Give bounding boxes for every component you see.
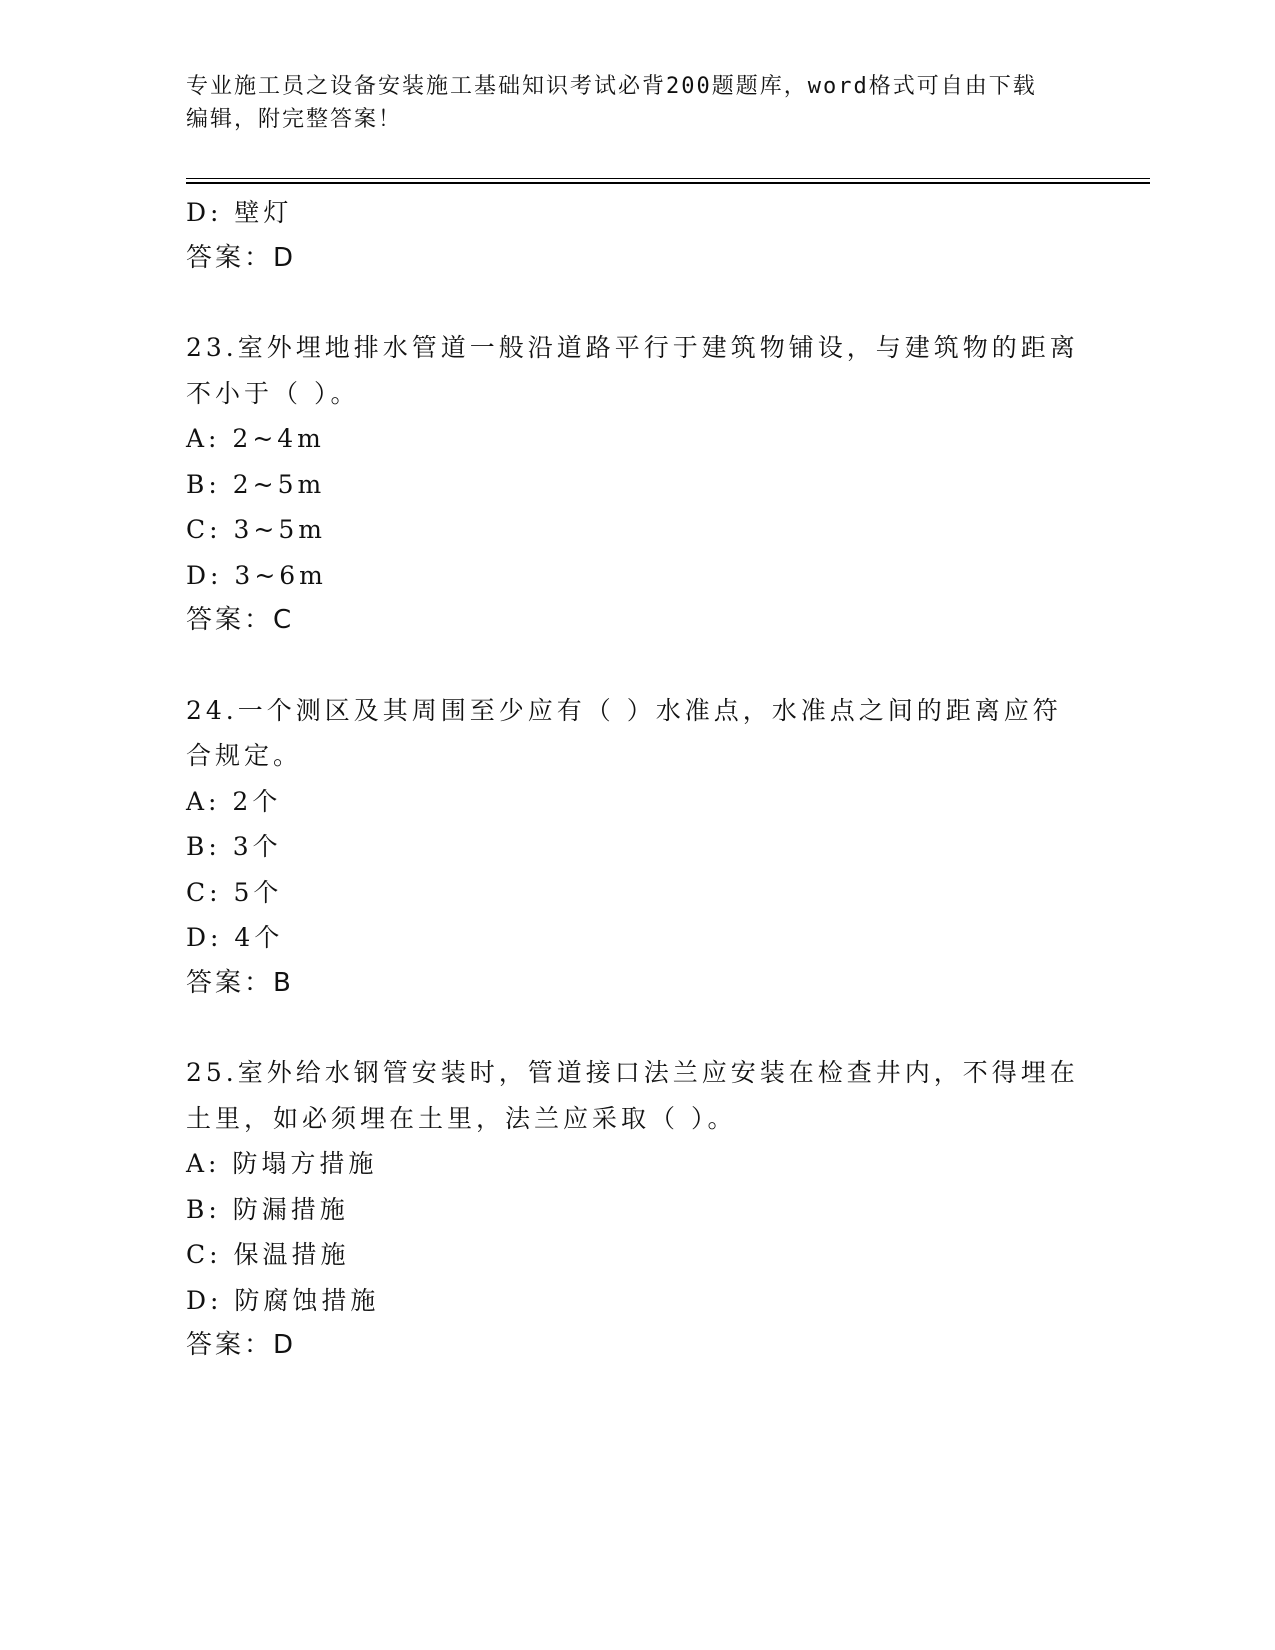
option-a: A: 防塌方措施 xyxy=(186,1149,378,1178)
option-d: D: 3~6m xyxy=(186,560,327,590)
answer: 答案：B xyxy=(186,967,294,998)
question-stem: 24.一个测区及其周围至少应有（ ）水准点，水准点之间的距离应符 xyxy=(186,695,1062,725)
answer: 答案：D xyxy=(186,1330,297,1360)
option-b: B: 3个 xyxy=(186,832,282,861)
option-b: B: 2~5m xyxy=(186,469,326,499)
prev-option-d: D: 壁灯 xyxy=(186,198,293,227)
question-stem-cont: 不小于（ ）。 xyxy=(186,378,360,408)
header-line-2: 编辑，附完整答案！ xyxy=(186,107,403,132)
header-line-1: 专业施工员之设备安装施工基础知识考试必背200题题库，word格式可自由下载 xyxy=(186,74,1037,99)
option-c: C: 3~5m xyxy=(186,515,326,544)
option-a: A: 2个 xyxy=(186,786,282,816)
question-list xyxy=(186,190,1086,1369)
option-c: C: 保温措施 xyxy=(186,1240,350,1269)
question-24 xyxy=(186,688,1086,1007)
question-stem-cont: 合规定。 xyxy=(186,741,303,770)
option-a: A: 2~4m xyxy=(186,424,325,453)
document-header xyxy=(186,70,1066,136)
question-25 xyxy=(186,1050,1086,1369)
header-rule-top xyxy=(186,178,1150,179)
option-c: C: 5个 xyxy=(186,877,283,907)
question-stem: 25.室外给水钢管安装时，管道接口法兰应安装在检查井内，不得埋在 xyxy=(186,1058,1079,1087)
question-23 xyxy=(186,325,1086,644)
question-stem-cont: 土里，如必须埋在土里，法兰应采取（ ）。 xyxy=(186,1103,737,1133)
option-d: D: 4个 xyxy=(186,923,284,952)
option-b: B: 防漏措施 xyxy=(186,1194,349,1224)
answer: 答案：C xyxy=(186,605,295,635)
question-stem: 23.室外埋地排水管道一般沿道路平行于建筑物铺设，与建筑物的距离 xyxy=(186,333,1079,362)
header-rule-bottom xyxy=(186,182,1150,184)
option-d: D: 防腐蚀措施 xyxy=(186,1285,380,1315)
prev-answer: 答案：D xyxy=(186,242,297,273)
